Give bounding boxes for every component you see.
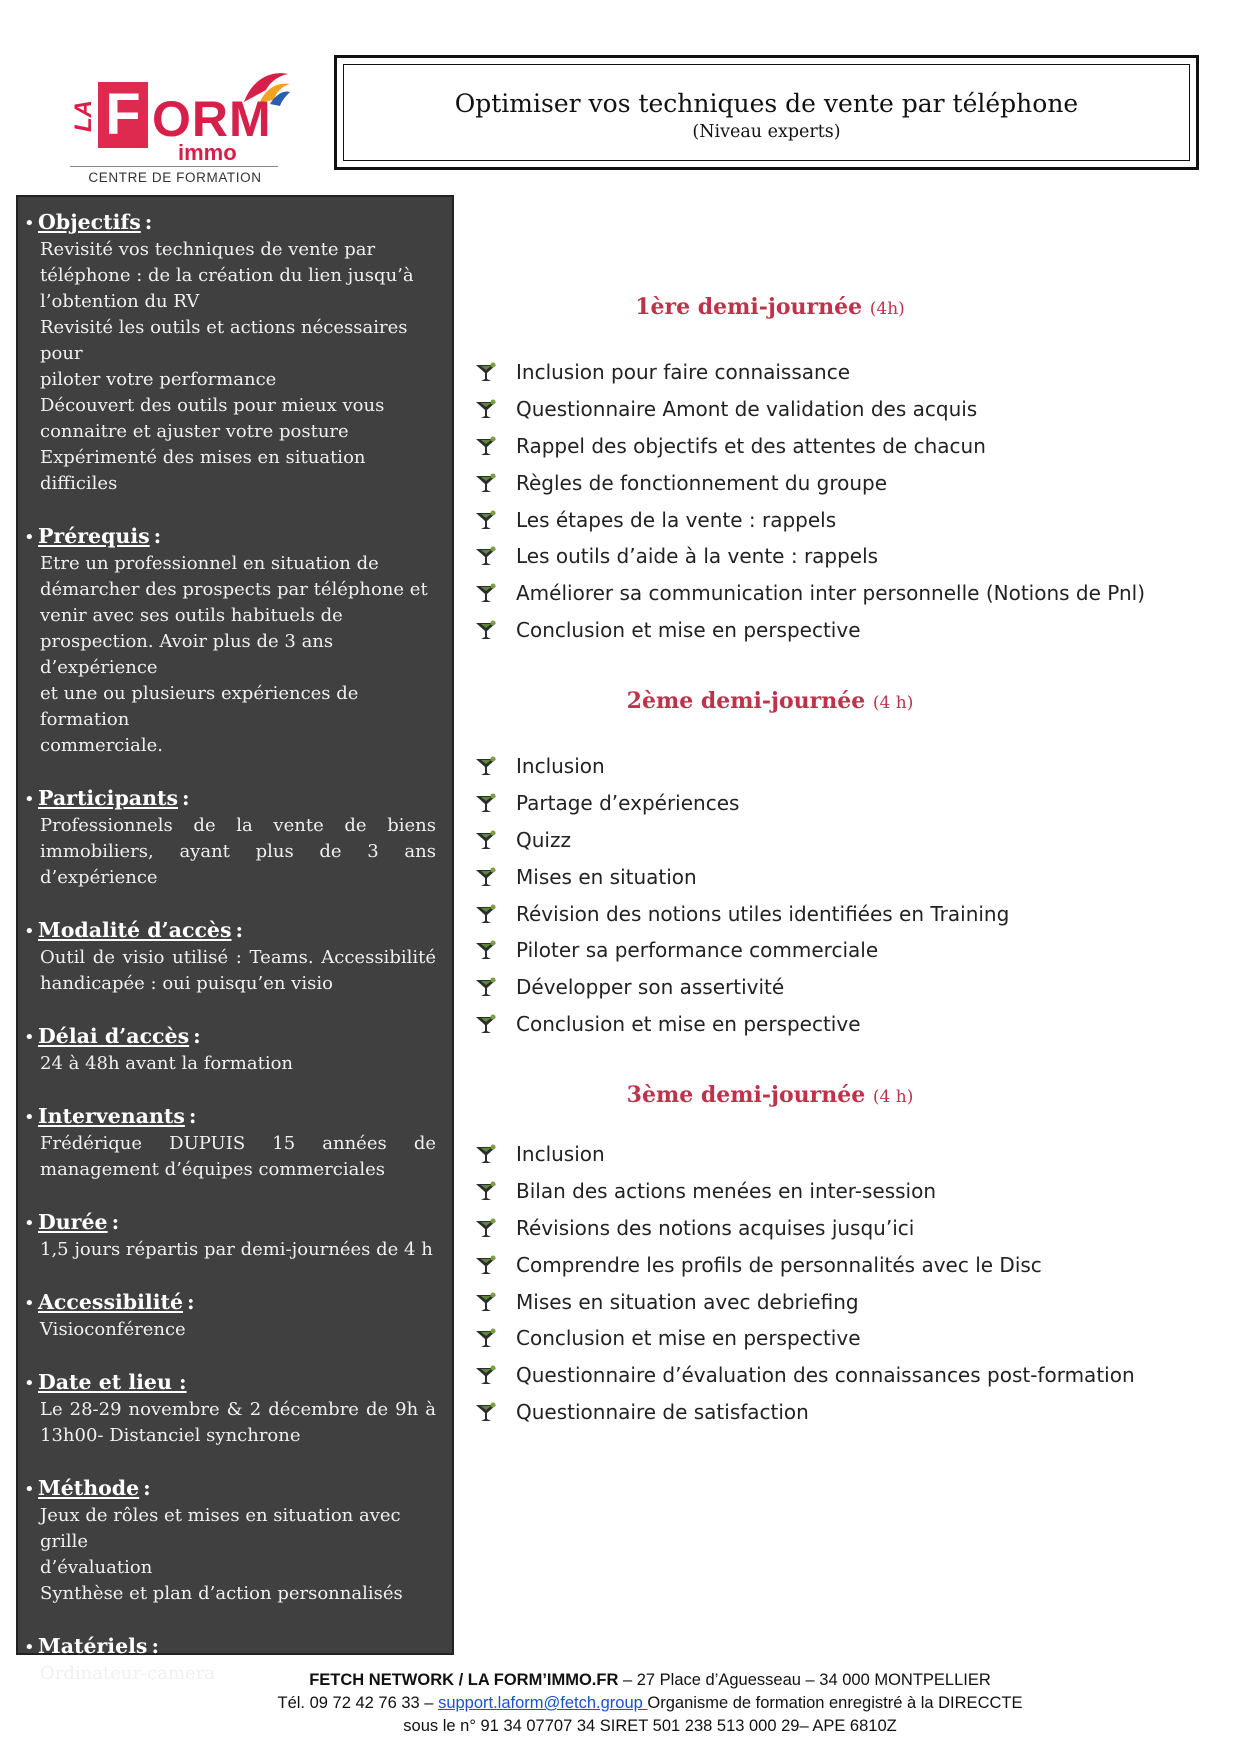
list-item: Quizz xyxy=(474,822,1194,859)
footer-tel: Tél. 09 72 42 76 33 – xyxy=(277,1694,439,1712)
section-duree: • Durée : 1,5 jours répartis par demi-journées de 4 h xyxy=(24,1209,436,1263)
list-item: Développer son assertivité xyxy=(474,969,1194,1006)
section-body: Le 28-29 novembre & 2 décembre de 9h à 13h00- Distanciel synchrone xyxy=(40,1399,436,1446)
section-title: Objectifs xyxy=(38,210,141,234)
cocktail-glass-icon xyxy=(474,436,498,456)
title-inner-frame xyxy=(343,64,1190,161)
body-line: piloter votre performance xyxy=(40,369,277,390)
cocktail-glass-icon xyxy=(474,1014,498,1034)
day-heading xyxy=(470,1082,1070,1108)
body-line: venir avec ses outils habituels de xyxy=(40,605,343,626)
cocktail-glass-icon xyxy=(474,756,498,776)
body-line: Revisité les outils et actions nécessaires pour xyxy=(40,317,408,364)
bullet-icon: • xyxy=(24,1479,35,1500)
logo-immo: immo xyxy=(178,140,237,165)
day-duration: (4h) xyxy=(869,299,905,319)
footer-address: – 27 Place d’Aguesseau – 34 000 MONTPELLIER xyxy=(618,1671,991,1689)
page-title: Optimiser vos techniques de vente par téléphone xyxy=(454,89,1079,118)
day-program-list xyxy=(474,1136,1194,1430)
section-title: Durée xyxy=(38,1210,108,1234)
list-item: Mises en situation avec debriefing xyxy=(474,1283,1194,1320)
list-item: Les outils d’aide à la vente : rappels xyxy=(474,538,1194,575)
logo xyxy=(60,68,290,190)
cocktail-glass-icon xyxy=(474,940,498,960)
logo-divider xyxy=(70,166,278,167)
body-line: connaitre et ajuster votre posture xyxy=(40,421,349,442)
title-box xyxy=(334,55,1199,170)
list-item: Conclusion et mise en perspective xyxy=(474,1006,1194,1043)
body-line: Jeux de rôles et mises en situation avec grille xyxy=(40,1505,401,1552)
cocktail-glass-icon xyxy=(474,1144,498,1164)
cocktail-glass-icon xyxy=(474,583,498,603)
section-delai: • Délai d’accès : 24 à 48h avant la formation xyxy=(24,1023,436,1077)
day-program-list xyxy=(474,354,1194,648)
logo-la: LA xyxy=(70,100,97,132)
section-body: 1,5 jours répartis par demi-journées de 4 h xyxy=(40,1239,433,1260)
section-title: Prérequis xyxy=(38,524,150,548)
list-item: Conclusion et mise en perspective xyxy=(474,612,1194,649)
day-heading xyxy=(470,294,1070,320)
tarifs-value: : 480€/12 heures xyxy=(107,1714,284,1738)
body-line: Synthèse et plan d’action personnalisés xyxy=(40,1583,403,1604)
section-title: Tarifs xyxy=(38,1714,104,1738)
footer-line-1 xyxy=(200,1671,1100,1690)
section-participants: • Participants : Professionnels de la vente de biens immobiliers, ayant plus de 3 ans d’expérience xyxy=(24,785,436,891)
bullet-icon: • xyxy=(24,527,35,548)
section-title: Date et lieu : xyxy=(38,1370,187,1394)
section-title: Méthode xyxy=(38,1476,140,1500)
body-line: prospection. Avoir plus de 3 ans d’expérience xyxy=(40,631,334,678)
section-body: Professionnels de la vente de biens immobiliers, ayant plus de 3 ans d’expérience xyxy=(40,815,436,888)
cocktail-glass-icon xyxy=(474,904,498,924)
list-item: Comprendre les profils de personnalités avec le Disc xyxy=(474,1246,1194,1283)
list-item: Partage d’expériences xyxy=(474,785,1194,822)
list-item: Inclusion pour faire connaissance xyxy=(474,354,1194,391)
cocktail-glass-icon xyxy=(474,1365,498,1385)
section-prerequis: • Prérequis : Etre un professionnel en situation de démarcher des prospects par téléphone et venir avec ses outils habituels de prospection. Avoir plus de 3 ans d’expérience et une ou plusieurs expériences de formation commerciale. xyxy=(24,523,436,759)
cocktail-glass-icon xyxy=(474,1181,498,1201)
bullet-icon: • xyxy=(24,921,35,942)
body-line: Découvert des outils pour mieux vous xyxy=(40,395,385,416)
bullet-icon: • xyxy=(24,1373,35,1394)
list-item: Piloter sa performance commerciale xyxy=(474,932,1194,969)
list-item: Questionnaire de satisfaction xyxy=(474,1394,1194,1431)
section-title: Modalité d’accès xyxy=(38,918,232,942)
section-title: Intervenants xyxy=(38,1104,185,1128)
footer-email-link[interactable]: support.laform@fetch.group xyxy=(438,1694,648,1712)
list-item: Questionnaire d’évaluation des connaissances post-formation xyxy=(474,1357,1194,1394)
cocktail-glass-icon xyxy=(474,977,498,997)
cocktail-glass-icon xyxy=(474,1328,498,1348)
day-title: 1ère demi-journée xyxy=(635,294,863,320)
bullet-icon: • xyxy=(24,1293,35,1314)
body-line: commerciale. xyxy=(40,735,164,756)
section-modalite: • Modalité d’accès : Outil de visio utilisé : Teams. Accessibilité handicapée : oui puisqu’en visio xyxy=(24,917,436,997)
bullet-icon: • xyxy=(24,1717,35,1738)
list-item: Les étapes de la vente : rappels xyxy=(474,501,1194,538)
list-item: Bilan des actions menées en inter-session xyxy=(474,1173,1194,1210)
cocktail-glass-icon xyxy=(474,399,498,419)
cocktail-glass-icon xyxy=(474,1218,498,1238)
day-duration: (4 h) xyxy=(872,1087,914,1107)
section-body xyxy=(40,1503,436,1607)
section-body: Ordinateur-camera xyxy=(40,1663,215,1684)
section-title: Participants xyxy=(38,786,179,810)
section-objectifs: • Objectifs : Revisité vos techniques de vente par téléphone : de la création du lien jusqu’à l’obtention du RV Revisité les outils et actions nécessaires pour piloter votre performance Découvert des outils pour mieux vous connaitre et ajuster votre posture Expérimenté des mises en situation difficiles xyxy=(24,209,436,497)
body-line: Etre un professionnel en situation de xyxy=(40,553,379,574)
section-title: Délai d’accès xyxy=(38,1024,190,1048)
logo-f: F xyxy=(98,82,148,148)
section-body: 24 à 48h avant la formation xyxy=(40,1053,294,1074)
list-item: Mises en situation xyxy=(474,858,1194,895)
section-body: Outil de visio utilisé : Teams. Accessibilité handicapée : oui puisqu’en visio xyxy=(40,947,436,994)
section-title: Matériels xyxy=(38,1634,148,1658)
footer-line-2 xyxy=(200,1694,1100,1713)
footer-company: FETCH NETWORK / LA FORM’IMMO.FR xyxy=(309,1671,619,1689)
section-body: Visioconférence xyxy=(40,1319,186,1340)
list-item: Règles de fonctionnement du groupe xyxy=(474,464,1194,501)
list-item: Améliorer sa communication inter personnelle (Notions de Pnl) xyxy=(474,575,1194,612)
body-line: démarcher des prospects par téléphone et xyxy=(40,579,428,600)
section-body: Frédérique DUPUIS 15 années de management d’équipes commerciales xyxy=(40,1133,436,1180)
logo-orm: ORM xyxy=(152,91,272,147)
body-line: d’évaluation xyxy=(40,1557,153,1578)
body-line: et une ou plusieurs expériences de formation xyxy=(40,683,359,730)
cocktail-glass-icon xyxy=(474,1292,498,1312)
cocktail-glass-icon xyxy=(474,620,498,640)
bullet-icon: • xyxy=(24,1213,35,1234)
list-item: Révision des notions utiles identifiées en Training xyxy=(474,895,1194,932)
body-line: Revisité vos techniques de vente par xyxy=(40,239,376,260)
cocktail-glass-icon xyxy=(474,867,498,887)
page-subtitle: (Niveau experts) xyxy=(692,122,841,142)
section-accessibilite: • Accessibilité : Visioconférence xyxy=(24,1289,436,1343)
footer-org: Organisme de formation enregistré à la DIRECCTE xyxy=(647,1694,1023,1712)
cocktail-glass-icon xyxy=(474,793,498,813)
bullet-icon: • xyxy=(24,789,35,810)
day-program-list xyxy=(474,748,1194,1042)
cocktail-glass-icon xyxy=(474,1402,498,1422)
body-line: téléphone : de la création du lien jusqu’à xyxy=(40,265,414,286)
cocktail-glass-icon xyxy=(474,830,498,850)
bullet-icon: • xyxy=(24,1637,35,1658)
list-item: Questionnaire Amont de validation des acquis xyxy=(474,391,1194,428)
day-duration: (4 h) xyxy=(872,693,914,713)
body-line: Expérimenté des mises en situation difficiles xyxy=(40,447,366,494)
list-item: Inclusion xyxy=(474,1136,1194,1173)
bullet-icon: • xyxy=(24,1027,35,1048)
day-heading xyxy=(470,688,1070,714)
cocktail-glass-icon xyxy=(474,1255,498,1275)
cocktail-glass-icon xyxy=(474,510,498,530)
section-methode: • Méthode : Jeux de rôles et mises en situation avec grille d’évaluation Synthèse et plan d’action personnalisés xyxy=(24,1475,436,1607)
cocktail-glass-icon xyxy=(474,473,498,493)
section-date xyxy=(24,1369,436,1449)
logo-subtitle: CENTRE DE FORMATION xyxy=(88,170,262,185)
list-item: Conclusion et mise en perspective xyxy=(474,1320,1194,1357)
section-materiels: • Matériels : Ordinateur-camera xyxy=(24,1633,436,1687)
cocktail-glass-icon xyxy=(474,546,498,566)
section-body xyxy=(40,237,436,497)
list-item: Rappel des objectifs et des attentes de chacun xyxy=(474,428,1194,465)
section-body xyxy=(40,551,436,759)
section-title: Accessibilité xyxy=(38,1290,183,1314)
footer-line-3 xyxy=(200,1717,1100,1736)
day-title: 3ème demi-journée xyxy=(626,1082,866,1108)
footer-siret: sous le n° 91 34 07707 34 SIRET 501 238 513 000 29– APE 6810Z xyxy=(403,1717,897,1735)
list-item: Inclusion xyxy=(474,748,1194,785)
day-title: 2ème demi-journée xyxy=(626,688,866,714)
list-item: Révisions des notions acquises jusqu’ici xyxy=(474,1210,1194,1247)
bullet-icon: • xyxy=(24,1107,35,1128)
bullet-icon: • xyxy=(24,213,35,234)
cocktail-glass-icon xyxy=(474,362,498,382)
section-intervenants: • Intervenants : Frédérique DUPUIS 15 années de management d’équipes commerciales xyxy=(24,1103,436,1183)
body-line: l’obtention du RV xyxy=(40,291,200,312)
